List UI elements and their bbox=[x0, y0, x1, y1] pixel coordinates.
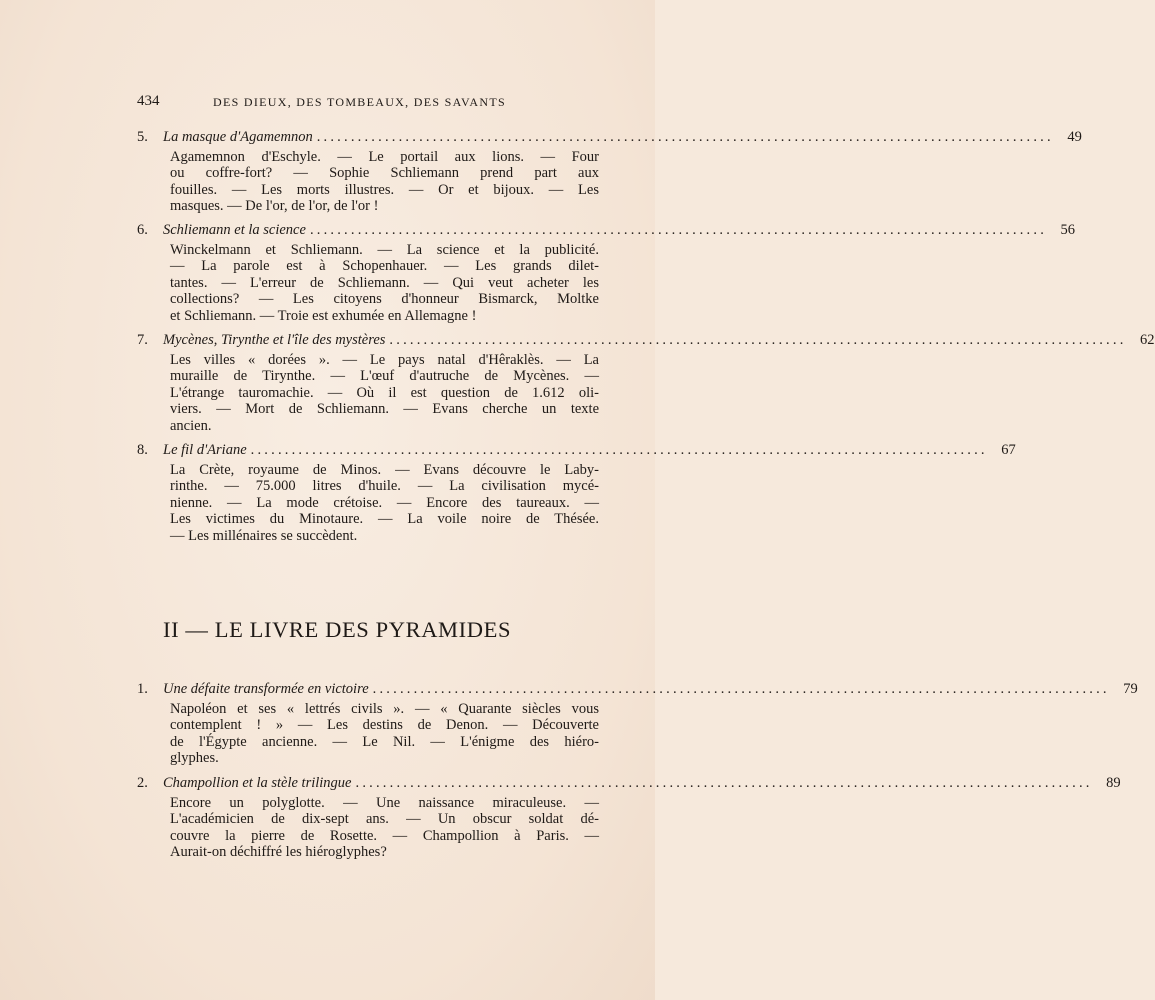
running-title: DES DIEUX, DES TOMBEAUX, DES SAVANTS bbox=[213, 95, 506, 109]
entry-number: 6. bbox=[137, 222, 148, 238]
summary-line: Les villes « dorées ». — Le pays natal d'Hêraklès. — La bbox=[170, 352, 599, 368]
entry-title: La masque d'Agamemnon bbox=[163, 129, 313, 145]
toc-entry-heading bbox=[137, 442, 1016, 462]
entry-page-number: 89 bbox=[1106, 775, 1121, 791]
entry-summary bbox=[170, 149, 599, 215]
entry-title: Mycènes, Tirynthe et l'île des mystères bbox=[163, 332, 386, 348]
toc-entry-6 bbox=[137, 222, 1076, 324]
summary-line: glyphes. bbox=[170, 750, 219, 767]
entry-summary bbox=[170, 352, 599, 434]
summary-line: rinthe. — 75.000 litres d'huile. — La civilisation mycé- bbox=[170, 478, 599, 495]
toc-entry-heading bbox=[137, 222, 1076, 242]
summary-line: fouilles. — Les morts illustres. — Or et bijoux. — Les bbox=[170, 181, 599, 198]
summary-line: L'académicien de dix-sept ans. — Un obscur soldat dé- bbox=[170, 811, 599, 828]
part-heading: II — LE LIVRE DES PYRAMIDES bbox=[163, 617, 512, 642]
summary-line: couvre la pierre de Rosette. — Champollion à Paris. — bbox=[170, 827, 599, 844]
toc-entry-5 bbox=[137, 129, 1082, 215]
entry-number: 1. bbox=[137, 681, 148, 697]
summary-line: ancien. bbox=[170, 417, 212, 434]
summary-line: Napoléon et ses « lettrés civils ». — « Quarante siècles vous bbox=[170, 701, 599, 717]
toc-entry-heading bbox=[137, 129, 1082, 149]
summary-line: Les victimes du Minotaure. — La voile noire de Thésée. bbox=[170, 511, 599, 528]
dot-leader: ............................................................................................................ bbox=[372, 681, 1110, 697]
summary-line: Aurait-on déchiffré les hiéroglyphes? bbox=[170, 844, 387, 861]
summary-line: Encore un polyglotte. — Une naissance miraculeuse. — bbox=[170, 795, 599, 811]
summary-line: — La parole est à Schopenhauer. — Les grands dilet- bbox=[170, 258, 599, 275]
entry-page-number: 62 bbox=[1140, 332, 1155, 348]
entry-number: 5. bbox=[137, 129, 148, 145]
summary-line: ou coffre-fort? — Sophie Schliemann prend part aux bbox=[170, 165, 599, 182]
toc-entry-heading bbox=[137, 775, 1121, 795]
entry-page-number: 67 bbox=[1001, 442, 1016, 458]
toc-entry-7 bbox=[137, 332, 1155, 434]
summary-line: de l'Égypte ancienne. — Le Nil. — L'énigme des hiéro- bbox=[170, 733, 599, 750]
entry-number: 8. bbox=[137, 442, 148, 458]
toc-entry-heading bbox=[137, 681, 1138, 701]
entry-page-number: 56 bbox=[1060, 222, 1076, 238]
entry-summary bbox=[170, 462, 599, 544]
toc-entry-heading bbox=[137, 332, 1155, 352]
summary-line: L'étrange tauromachie. — Où il est question de 1.612 oli- bbox=[170, 384, 599, 401]
entry-title: Schliemann et la science bbox=[163, 222, 306, 238]
running-head bbox=[137, 93, 599, 113]
summary-line: contemplent ! » — Les destins de Denon. — Découverte bbox=[170, 717, 599, 734]
page-number: 434 bbox=[137, 93, 160, 109]
summary-line: nienne. — La mode crétoise. — Encore des taureaux. — bbox=[170, 494, 599, 511]
summary-line: et Schliemann. — Troie est exhumée en Allemagne ! bbox=[170, 307, 477, 324]
summary-line: viers. — Mort de Schliemann. — Evans cherche un texte bbox=[170, 401, 599, 418]
summary-line: masques. — De l'or, de l'or, de l'or ! bbox=[170, 198, 379, 215]
entry-number: 2. bbox=[137, 775, 148, 791]
summary-line: muraille de Tirynthe. — L'œuf d'autruche de Mycènes. — bbox=[170, 368, 599, 385]
entry-summary bbox=[170, 795, 599, 861]
dot-leader: ............................................................................................................ bbox=[316, 129, 1054, 145]
summary-line: La Crète, royaume de Minos. — Evans découvre le Laby- bbox=[170, 462, 599, 478]
entry-page-number: 79 bbox=[1123, 681, 1138, 697]
entry-summary bbox=[170, 242, 599, 324]
dot-leader: ............................................................................................................ bbox=[250, 442, 988, 458]
toc-entry-part2-1 bbox=[137, 681, 1138, 767]
entry-title: Le fil d'Ariane bbox=[163, 442, 247, 458]
entry-summary bbox=[170, 701, 599, 767]
summary-line: collections? — Les citoyens d'honneur Bismarck, Moltke bbox=[170, 291, 599, 308]
summary-line: tantes. — L'erreur de Schliemann. — Qui veut acheter les bbox=[170, 274, 599, 291]
dot-leader: ............................................................................................................ bbox=[309, 222, 1048, 238]
summary-line: Agamemnon d'Eschyle. — Le portail aux lions. — Four bbox=[170, 149, 599, 165]
summary-line: — Les millénaires se succèdent. bbox=[170, 527, 358, 544]
toc-entry-8 bbox=[137, 442, 1016, 544]
dot-leader: ............................................................................................................ bbox=[389, 332, 1127, 348]
entry-number: 7. bbox=[137, 332, 148, 348]
entry-title: Une défaite transformée en victoire bbox=[163, 681, 369, 697]
entry-page-number: 49 bbox=[1067, 129, 1082, 145]
dot-leader: ............................................................................................................ bbox=[355, 775, 1093, 791]
toc-entry-part2-2 bbox=[137, 775, 1121, 861]
summary-line: Winckelmann et Schliemann. — La science et la publicité. bbox=[170, 242, 599, 258]
entry-title: Champollion et la stèle trilingue bbox=[163, 775, 352, 791]
